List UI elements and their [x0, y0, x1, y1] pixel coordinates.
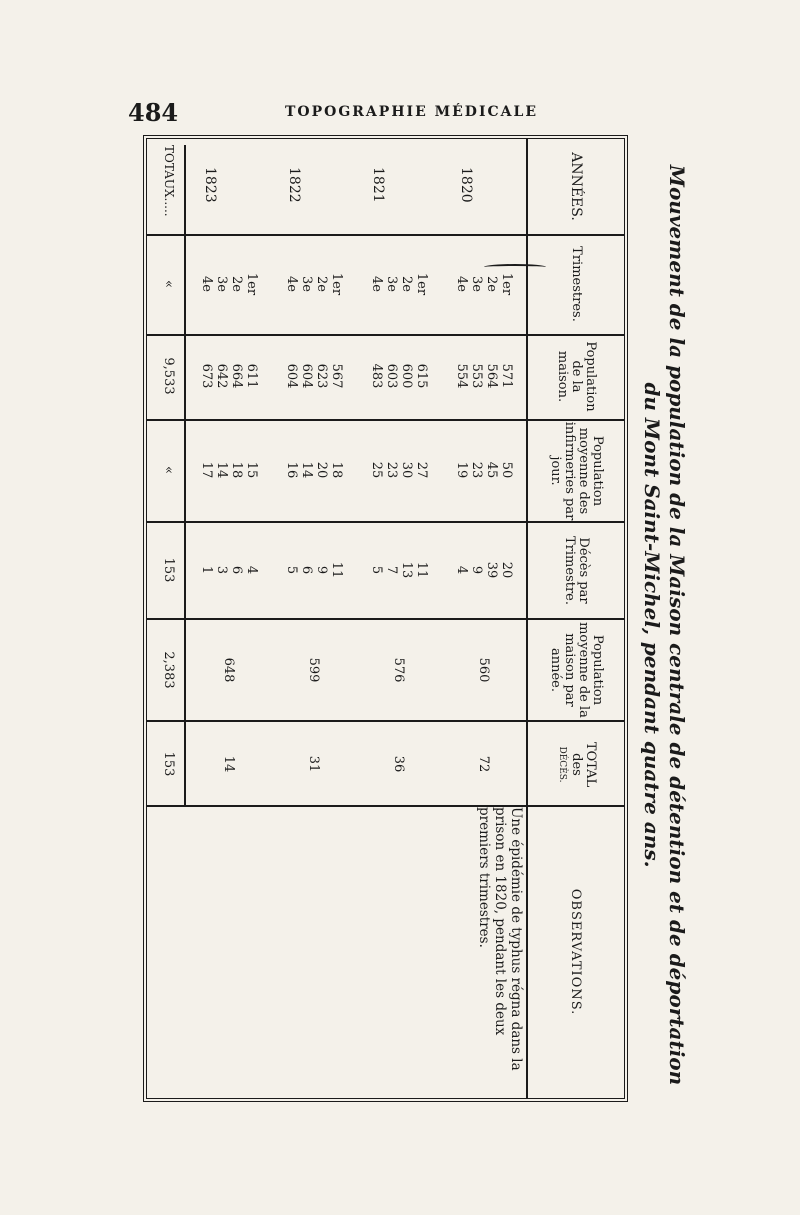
trimestre-cell: 1er 2e 3e 4e — [369, 272, 429, 296]
header-total-deces-line2: des — [569, 753, 584, 776]
population-annee-cell: 576 — [391, 657, 406, 683]
population-annee-cell: 560 — [476, 657, 491, 683]
deces-cell: 11 9 6 5 — [284, 561, 344, 579]
trimestre-cell: 1er 2e 3e 4e — [284, 272, 344, 296]
observation-text: Une épidémie de typhus régna dans la prison en 1820, pendant les deux premiers trimestres. — [476, 807, 524, 1071]
totals-label: TOTAUX..... — [162, 145, 176, 217]
rotated-table-block — [128, 135, 693, 1110]
infirmeries-cell: 15 18 14 17 — [199, 461, 259, 479]
year-label: 1821 — [370, 167, 386, 203]
header-population-infirmeries: Population moyenne des infirmeries par jour. — [548, 421, 605, 521]
total-deces-cell: 31 — [306, 755, 321, 773]
population-cell: 567 623 604 604 — [284, 363, 344, 389]
header-trimestres: Trimestres. — [569, 246, 584, 322]
totals-trimestres: « — [161, 280, 176, 288]
deces-cell: 20 39 9 4 — [454, 561, 514, 579]
header-total-deces-line3: DÉCÈS. — [557, 746, 567, 783]
infirmeries-cell: 50 45 23 19 — [454, 461, 514, 479]
total-deces-cell: 14 — [221, 755, 236, 773]
totals-deces: 153 — [161, 557, 176, 583]
brace — [484, 264, 546, 270]
year-label: 1823 — [202, 167, 218, 203]
totals-population: 9,533 — [161, 357, 176, 395]
year-label: 1822 — [286, 167, 302, 203]
header-population-maison: Population de la maison. — [555, 341, 598, 412]
page-number: 484 — [128, 98, 179, 127]
header-total-deces — [530, 722, 622, 807]
table-title: Mouvement de la population de la Maison centrale de détention et de déportation du Mont Saint-Michel, pendant quatre ans. — [640, 164, 689, 1086]
header-deces-trimestre: Décès par Trimestre. — [562, 536, 591, 605]
total-deces-cell: 72 — [476, 755, 491, 773]
column-rule — [147, 419, 624, 421]
deces-cell: 11 13 7 5 — [369, 561, 429, 579]
column-rule — [147, 334, 624, 336]
running-head: TOPOGRAPHIE MÉDICALE — [285, 104, 539, 120]
totals-population-annee: 2,383 — [161, 651, 176, 689]
total-deces-cell: 36 — [391, 755, 406, 773]
totals-total-deces: 153 — [161, 751, 176, 777]
population-cell: 571 564 553 554 — [454, 363, 514, 389]
population-annee-cell: 648 — [221, 657, 236, 683]
deces-cell: 4 6 3 1 — [199, 565, 259, 575]
column-rule — [147, 618, 624, 620]
header-population-annee: Population moyenne de la maison par année. — [548, 622, 605, 718]
table-frame — [143, 135, 628, 1102]
year-label: 1820 — [458, 167, 474, 203]
population-cell: 615 600 603 483 — [369, 363, 429, 389]
column-rule — [147, 805, 624, 807]
header-annees: ANNÉES. — [568, 152, 584, 221]
column-rule — [147, 521, 624, 523]
totals-rule — [184, 145, 186, 805]
infirmeries-cell: 27 30 23 25 — [369, 461, 429, 479]
column-rule — [147, 234, 624, 236]
population-cell: 611 664 642 673 — [199, 363, 259, 389]
header-total-deces-line1: TOTAL — [583, 741, 598, 788]
trimestre-cell: 1er 2e 3e 4e — [454, 272, 514, 296]
totals-infirmeries: « — [161, 466, 176, 474]
header-observations: OBSERVATIONS. — [568, 888, 584, 1016]
column-rule — [147, 720, 624, 722]
infirmeries-cell: 18 20 14 16 — [284, 461, 344, 479]
population-annee-cell: 599 — [306, 657, 321, 683]
trimestre-cell: 1er 2e 3e 4e — [199, 272, 259, 296]
